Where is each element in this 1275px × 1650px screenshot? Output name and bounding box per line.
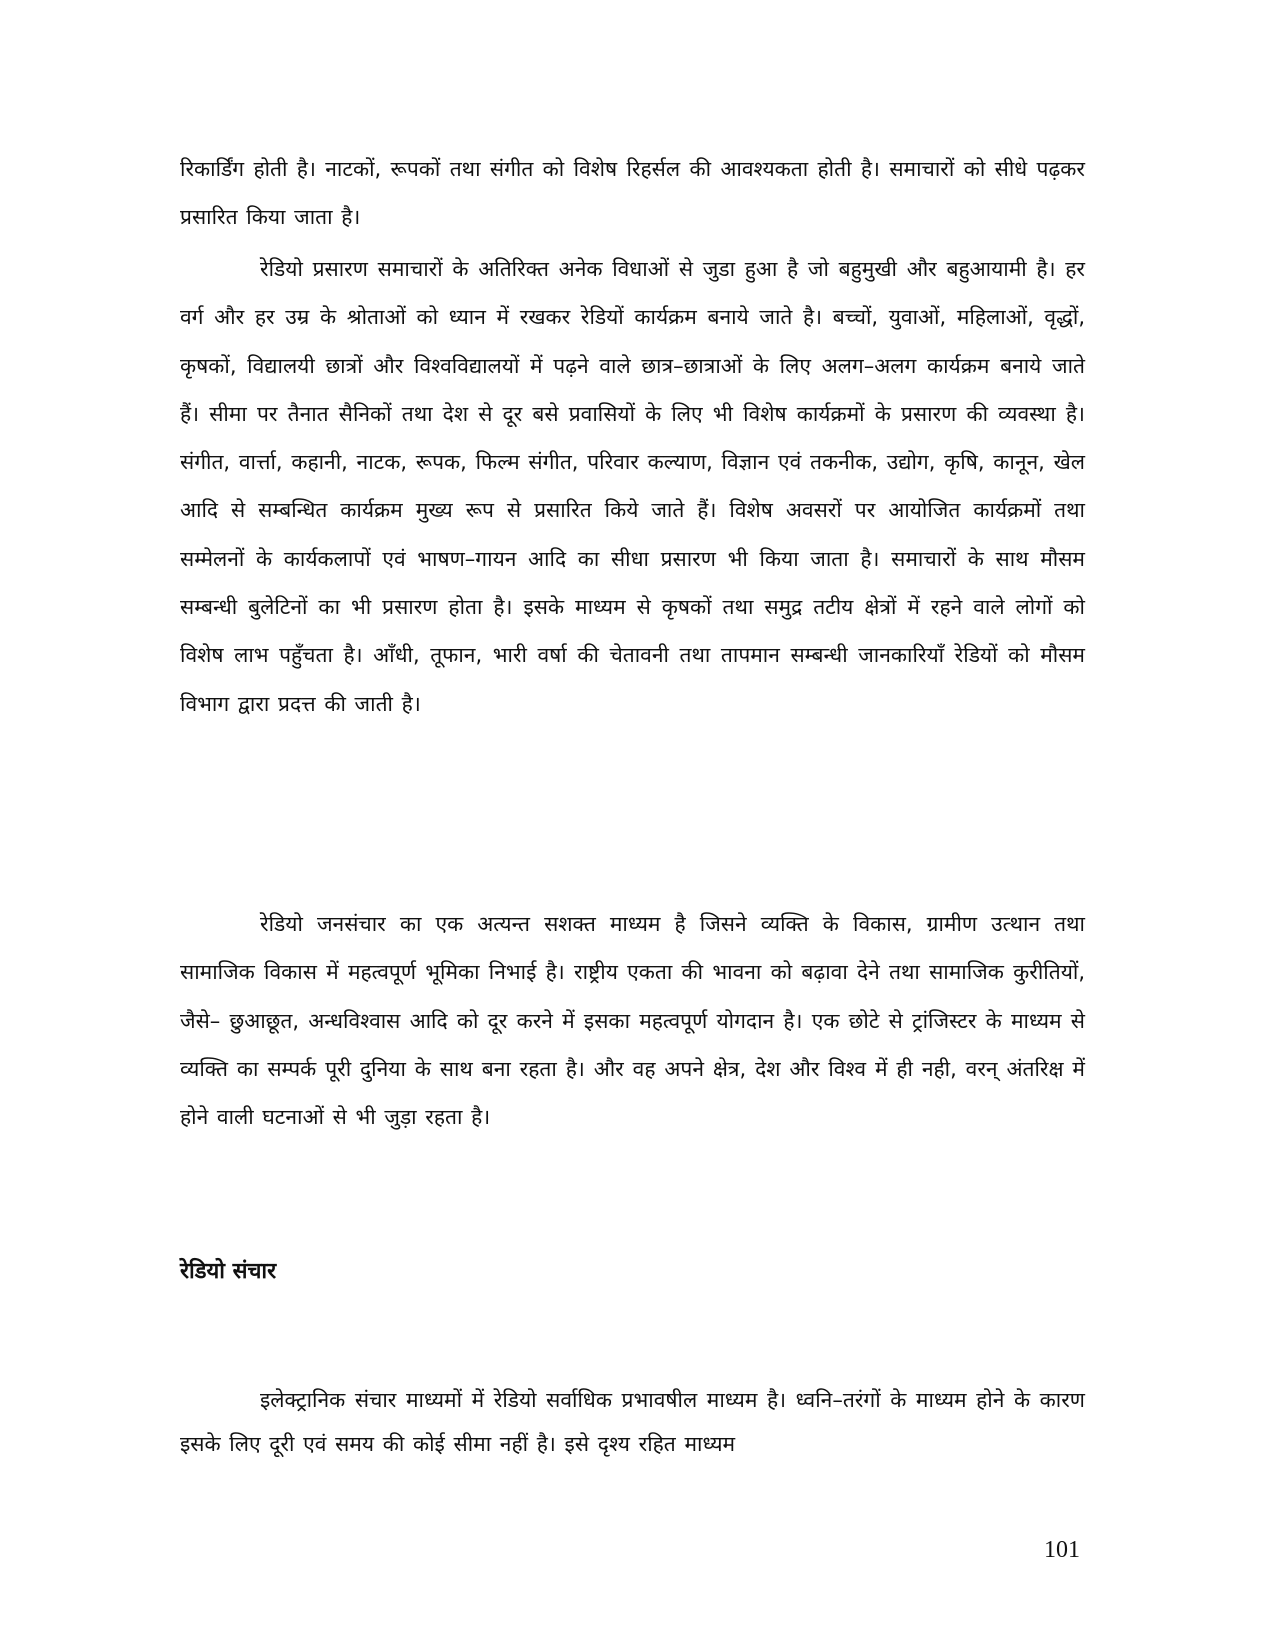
paragraph-2: रेडियो प्रसारण समाचारों के अतिरिक्त अनेक विधाओं से जुडा हुआ है जो बहुमुखी और बहुआयामी है। हर वर्ग और हर उम्र के श्रोताओं को ध्यान में रखकर रेडियों कार्यक्रम बनाये जाते है। बच्चों, युवाओं, महिलाओं, वृद्धों, कृषकों, विद्यालयी छात्रों और विश्वविद्यालयों में पढ़ने वाले छात्र–छात्राओं के लिए अलग–अलग कार्यक्रम बनाये जाते हैं। सीमा पर तैनात सैनिकों तथा देश से दूर बसे प्रवासियों के लिए भी विशेष कार्यक्रमों के प्रसारण की व्यवस्था है। संगीत, वार्त्ता, कहानी, नाटक, रूपक, फिल्म संगीत, परिवार कल्याण, विज्ञान एवं तकनीक, उद्योग, कृषि, कानून, खेल आदि से सम्बन्धित कार्यक्रम मुख्य रूप से प्रसारित किये जाते हैं। विशेष अवसरों पर आयोजित कार्यक्रमों तथा सम्मेलनों के कार्यकलापों एवं भाषण–गायन आदि का सीधा प्रसारण भी किया जाता है। समाचारों के साथ मौसम सम्बन्धी बुलेटिनों का भी प्रसारण होता है। इसके माध्यम से कृषकों तथा समुद्र तटीय क्षेत्रों में रहने वाले लोगों को विशेष लाभ पहुँचता है। आँधी, तूफान, भारी वर्षा की चेतावनी तथा तापमान सम्बन्धी जानकारियाँ रेडियों को मौसम विभाग द्वारा प्रदत्त की जाती है। — [180, 257, 1085, 716]
paragraph-4: इलेक्ट्रानिक संचार माध्यमों में रेडियो सर्वाधिक प्रभावषील माध्यम है। ध्वनि–तरंगों के माध्यम होने के कारण इसके लिए दूरी एवं समय की कोई सीमा नहीं है। इसे दृश्य रहित माध्यम — [180, 1388, 1085, 1456]
page-number: 101 — [1044, 1537, 1080, 1563]
paragraph-3: रेडियो जनसंचार का एक अत्यन्त सशक्त माध्यम है जिसने व्यक्ति के विकास, ग्रामीण उत्थान तथा सामाजिक विकास में महत्वपूर्ण भूमिका निभाई है। राष्ट्रीय एकता की भावना को बढ़ावा देने तथा सामाजिक कुरीतियों, जैसे– छुआछूत, अन्धविश्वास आदि को दूर करने में इसका महत्वपूर्ण योगदान है। एक छोटे से ट्रांजिस्टर के माध्यम से व्यक्ति का सम्पर्क पूरी दुनिया के साथ बना रहता है। और वह अपने क्षेत्र, देश और विश्व में ही नही, वरन् अंतरिक्ष में होने वाली घटनाओं से भी जुड़ा रहता है। — [180, 912, 1085, 1130]
paragraph-1: रिकार्डिंग होती है। नाटकों, रूपकों तथा संगीत को विशेष रिहर्सल की आवश्यकता होती है। समाचारों को सीधे पढ़कर प्रसारित किया जाता है। — [180, 157, 1085, 229]
section-heading: रेडियो संचार — [180, 1259, 277, 1284]
